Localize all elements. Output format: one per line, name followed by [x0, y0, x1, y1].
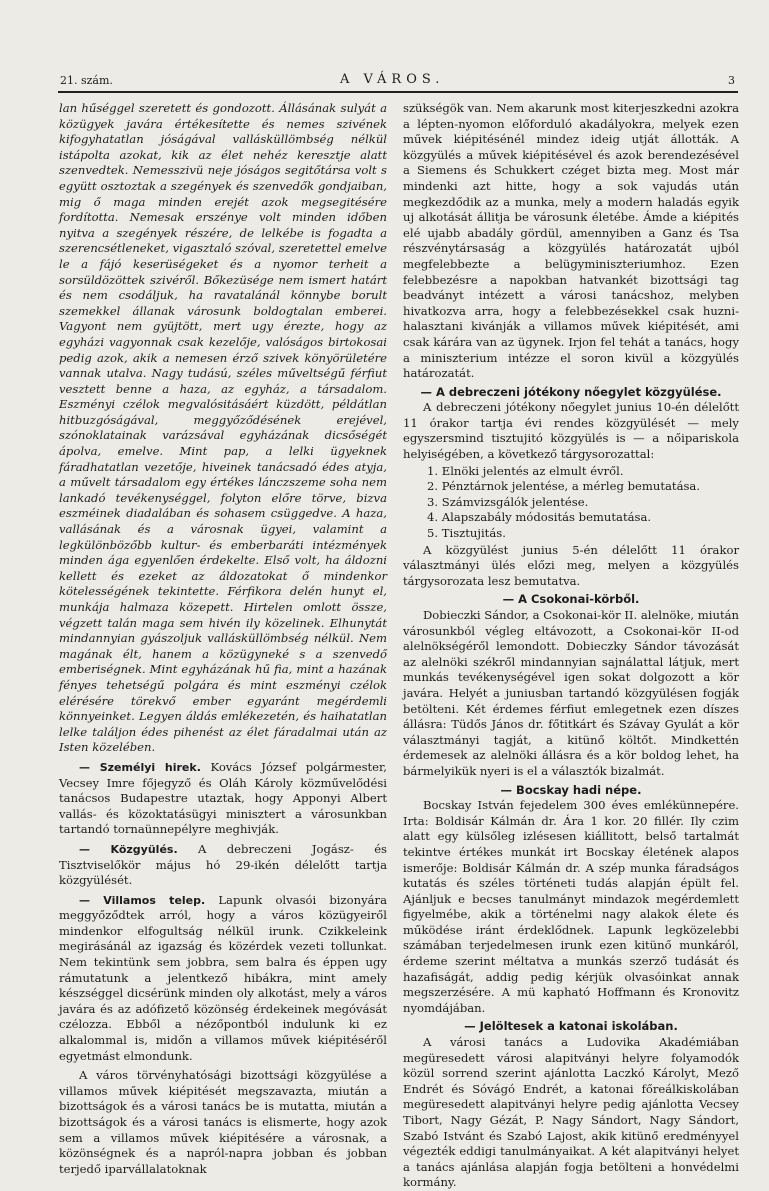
csokonai-text: Dobieczki Sándor, a Csokonai-kör II. alelnöke, miután városunkból végleg eltávozott, a Csokonai-kör II-od alelnökségéről lemondott. Dobieczky Sándor távozását az alelnöki székről mindannyian sajnálattal látjuk, mert munkás tevékenységével igen sokat dolgozott a kör javára. Helyét a juniusban tartandó közgyülésen fogják betölteni. Két érdemes férfiut emlegetnek ezen díszes állásra: Tüdős János dr. főtitkárt és Szávay Gyulát a kör választmányi tagját, a kitünő költőt. Mindkettén érdemesek az alelnöki állásra és a kör boldog lehet, ha bármelyikük nyeri is el a választók bizalmát. [403, 608, 739, 778]
villamos-text-2: A város törvényhatósági bizottsági közgyülése a villamos művek kiépitését megszavazta, miután a bizottságok és a városi tanács be is mutatta, miután a bizottságok és a városi tanács is elismerte, hogy azok sem a villamos művek kiépitésére a városnak, a közönségnek és a napról-napra jobban és jobban terjedő iparvállalatoknak [59, 1068, 387, 1176]
katonai-text: A városi tanács a Ludovika Akadémiában megüresedett városi alapitványi helyre folyamodók közül sorrend szerint ajánlotta Laczkó Károlyt, Mező Endrét és Sóvágó Endrét, a katonai főreálkiskolában megüresedett alapitványi helyre pedig ajánlotta Vecsey Tibort, Nagy Gézát, P. Nagy Sándort, Nagy Sándort, Szabó Istvánt és Szabó Lajost, akik kitünő eredményyel végezték eddigi tanulmányaikat. A két alapitványi helyet a tanács ajánlása alapján fogja betölteni a honvédelmi kormány. [403, 1035, 739, 1190]
personal-news-title: — Személyi hirek. [79, 760, 201, 774]
villamos-title: — Villamos telep. [79, 893, 206, 907]
newspaper-title: A VÁROS. [340, 72, 445, 87]
agenda-list [403, 464, 739, 542]
agenda-item: 1. Elnöki jelentés az elmult évről. [427, 463, 624, 478]
personal-news [59, 760, 387, 838]
page-number: 3 [728, 74, 735, 87]
notegylet-text-2: A közgyülést junius 5-én délelőtt 11 órakor választmányi ülés előzi meg, melyen a közgyülés tárgysorozata lesz bemutatva. [403, 542, 739, 588]
notegylet-title: — A debreczeni jótékony nőegylet közgyülése. [420, 384, 722, 399]
personal-news-text: Kovács József polgármester, Vecsey Imre főjegyző és Oláh Károly közművelődési tanácsos Budapestre utaztak, hogy Apponyi Albert vallás- és közoktatásügyi minisztert a városunkban tartandó tornaünnepélyre meghivják. [59, 759, 387, 837]
right-column [403, 101, 739, 1191]
agenda-item: 5. Tisztujitás. [427, 526, 506, 541]
villamos-continued: szükségök van. Nem akarunk most kiterjeszkedni azokra a lépten-nyomon előforduló akadályokra, melyek ezen művek kiépitésénél mindez ideig utját állották. A közgyülés a művek kiépitésével és azok berendezésével a Siemens és Schukkert czéget bizta meg. Most már mindenki azt hitte, hogy a sok vajudás után megkezdődik az a munka, mely a modern haladás egyik uj alkotását állitja be városunk életébe. Ámde a kiépités elé ujabb abadály gördül, amennyiben a Ganz és Tsa részvénytársaság a közgyülés határozatát ujból megfelebbezte a belügyminiszteriumhoz. Ezen felebbezésre a napokban hatvankét bizottsági tag beadványt intézett a városi tanácshoz, melyben hivatkozva arra, hogy a felebbezésekkel csak huzni-halasztani kivánják a villamos művek kiépitését, ami csak kárára van az ügynek. Irjon fel tehát a tanács, hogy a miniszterium intézze el soron kivül a közgyülés határozatát. [403, 101, 739, 381]
issue-number: 21. szám. [60, 74, 113, 87]
villamos-news [59, 893, 387, 1065]
kozgyules-news [59, 842, 387, 889]
left-column [59, 101, 387, 1177]
bocskay-title: — Bocskay hadi népe. [500, 782, 642, 797]
agenda-item: 3. Számvizsgálók jelentése. [427, 494, 589, 509]
header-rule [58, 91, 738, 93]
agenda-item: 4. Alapszabály módositás bemutatása. [427, 510, 652, 525]
villamos-text: Lapunk olvasói bizonyára meggyőződtek arról, hogy a város közügyeiről mindenkor elfogultság nélkül irunk. Czikkeleink megirásánál az igazság és közérdek vezeti tollunkat. Nem tekintünk sem jobbra, sem balra és éppen ugy rámutatunk a jelentkező hibákra, mint amely készséggel dicsérünk minden oly alkotást, mely a város javára és az adófizető közönség érdekeinek megóvását czélozza. Ebből a nézőpontból indulunk ki ez alkalommal is, midőn a villamos művek kiépitéséről egyetmást elmondunk. [59, 892, 387, 1063]
agenda-item: 2. Pénztárnok jelentése, a mérleg bemutatása. [427, 479, 701, 494]
katonai-title: — Jelöltesek a katonai iskolában. [464, 1019, 678, 1034]
kozgyules-title: — Közgyülés. [79, 842, 178, 856]
csokonai-title: — A Csokonai-körből. [502, 592, 640, 607]
bocskay-text: Bocskay István fejedelem 300 éves emlékünnepére. Irta: Boldisár Kálmán dr. Ára 1 kor. 20 fillér. Ily czim alatt egy külsőleg izlésesen kiállitott, belső tartalmát tekintve értékes munkát irt Bocskay életének alapos ismerője: Boldisár Kálmán dr. A szép munka fáradságos kutatás és széles történeti tudás alapján épült fel. Ajánljuk e becses tanulmányt mindazok megérdemlett figyelmébe, akik a történelmi nagy alakok élete és működése iránt érdeklődnek. Lapunk legközelebbi számában terjedelmesen irunk ezen kitünő munkáról, érdeme szerint méltatva a munkás szerző tudását és hazafiságát, addig pedig kérjük olvasóinkat annak megszerzésére. A mü kapható Hoffmann és Kronovitz nyomdájában. [403, 798, 739, 1015]
obituary-text: lan hűséggel szeretett és gondozott. Állásának sulyát a közügyek javára értékesítette és nemes szivének kifogyhatatlan jóságával vallásküllömbség nélkül istápolta azokat, kik az élet nehéz keresztje alatt szenvedtek. Nemesszivü neje jóságos segitőtársa volt s együtt osztoztak a szegények és szenvedők gondjaiban, mig ő maga minden erejét azok megsegitésére fordította. Nemesak erszénye volt minden időben nyitva a szegények részére, de lelkébe is fogadta a szerencsétleneket, vigasztaló szóval, szeretettel emelve le a fájó keserüségeket és a nyomor terheit a sorsüldözöttek szivéről. Bőkezüsége nem ismert határt és nem csodáljuk, ha ravatalánál könnybe borult szemekkel állanak városunk boldogtalan emberei. Vagyont nem gyüjtött, mert ugy érezte, hogy az egyházi vagyonnak csak kezelője, valóságos birtokosai pedig azok, akik a nemesen érző szivek könyörületére vannak utalva. Nagy tudású, széles műveltségű férfiut vesztett benne a haza, az egyház, a társadalom. Eszményi czélok megvalósitásáért küzdött, példátlan hitbuzgóságával, meggyőződésének erejével, szónoklatainak varázsával egyházának dicsőségét ápolva, emelve. Mint pap, a lelki ügyeknek fáradhatatlan vezetője, hiveinek tanácsadó édes atyja, a művelt társadalom egy értékes lánczszeme soha nem lankadó tevékenységgel, folyton előre törve, bizva eszméinek diadalában és sohasem csüggedve. A haza, vallásának és a városnak ügyei, valamint a legkülönbözőbb kultur- és emberbaráti intézmények minden ága egyenlően érdekelte. Első volt, ha áldozni kellett és ezeket az áldozatokat ő mindenkor kötelességének tekintette. Férfikora delén hunyt el, munkája halmaza közepett. Hirtelen omlott össze, végzett talán maga sem hivén ily közelinek. Elhunytát mindannyian gyászoljuk vallásküllömbség nélkül. Nem magának élt, hanem a közügyneké s a szenvedő emberiségnek. Mint egyházának hű fia, mint a hazának fényes tehetségű polgára és mint eszményi czélok elérésére törekvő ember egyaránt megérdemli könnyeinket. Legyen áldás emlékezetén, és haihatatlan lelke találjon édes pihenést az élet fáradalmai után az Isten közelében. [59, 101, 387, 755]
notegylet-text: A debreczeni jótékony nőegylet junius 10-én délelőtt 11 órakor tartja évi rendes közgyülését — mely egyszersmind tisztujitó közgyülés is — a nőipariskola helyiségében, a következő tárgysorozattal: [403, 400, 739, 462]
kozgyules-text: A debreczeni Jogász- és Tisztviselőkör május hó 29-ikén délelőtt tartja közgyülését. [59, 841, 387, 888]
